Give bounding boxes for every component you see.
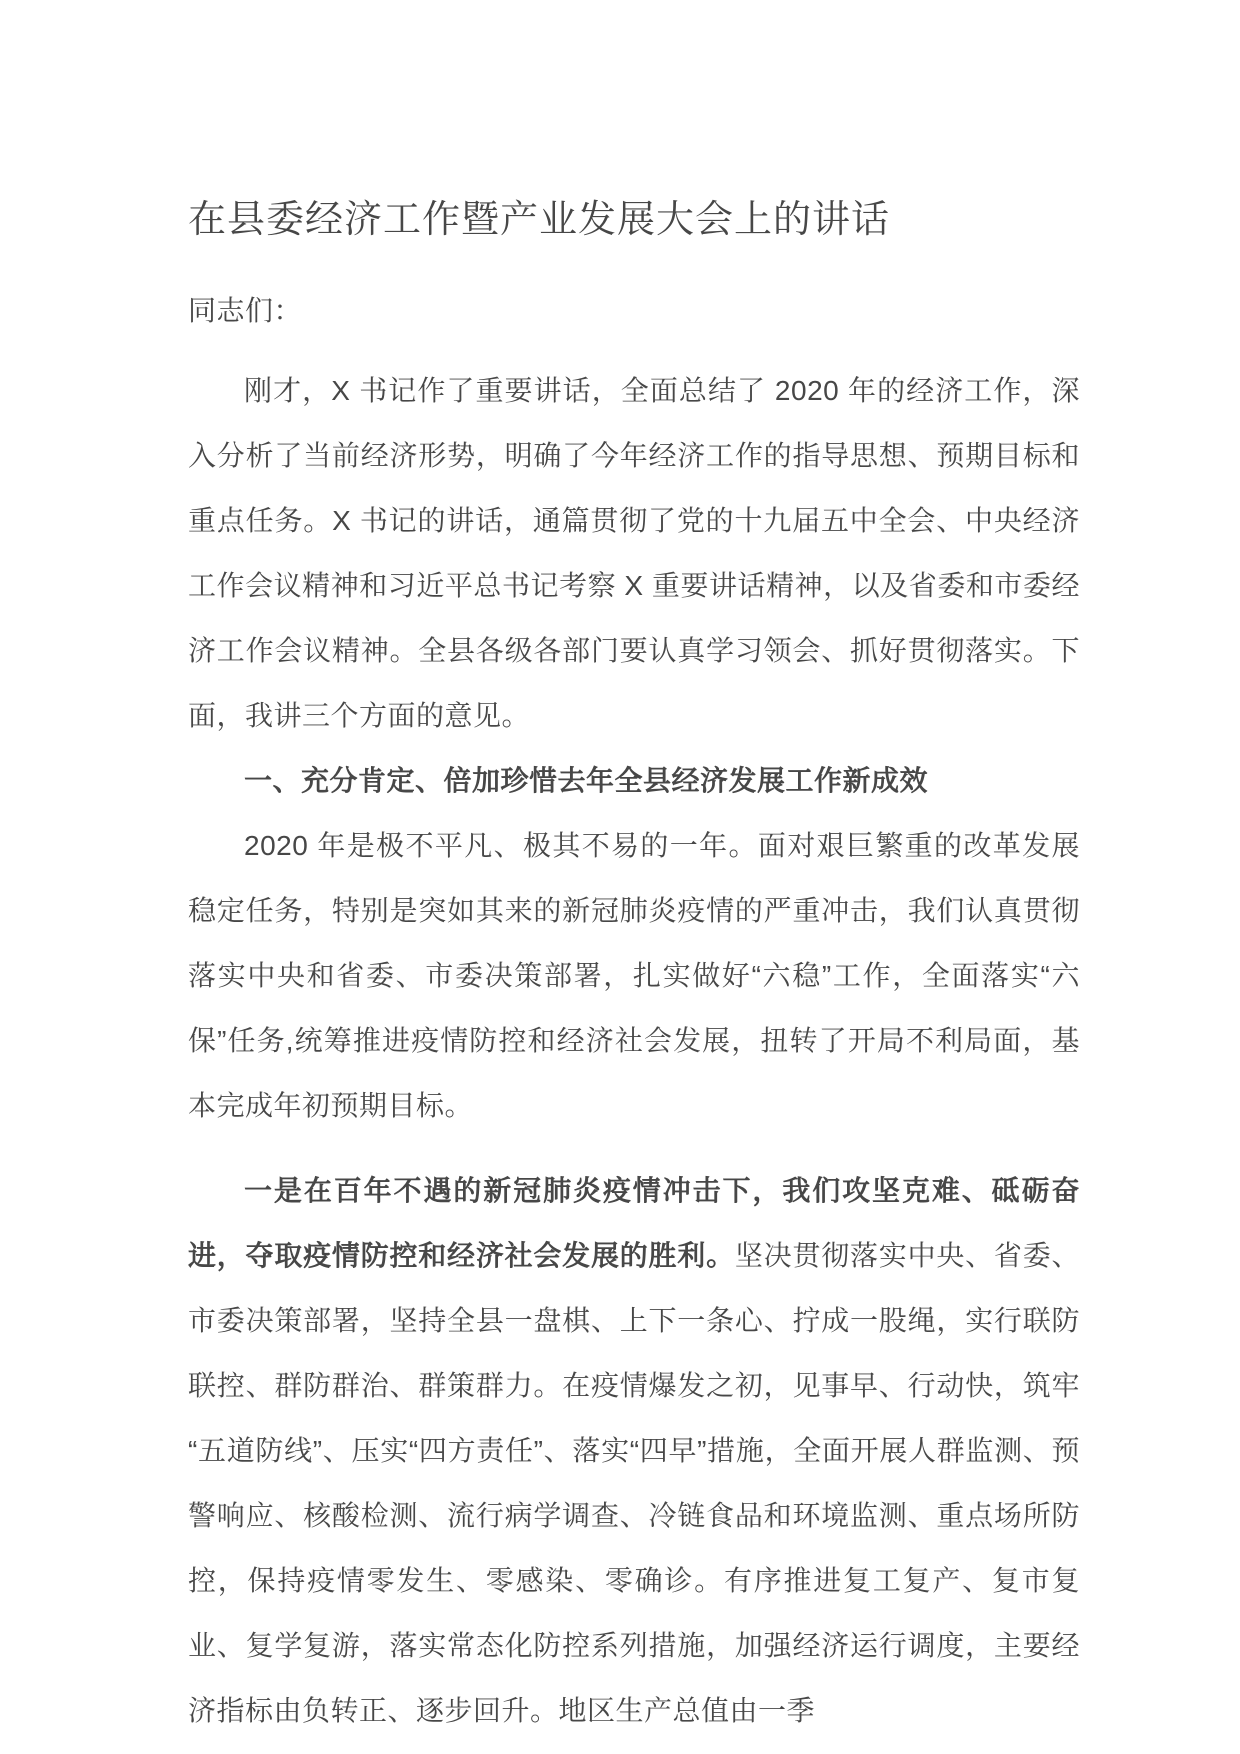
paragraph-intro: 刚才，X 书记作了重要讲话，全面总结了 2020 年的经济工作，深入分析了当前经济形势，明确了今年经济工作的指导思想、预期目标和重点任务。X 书记的讲话，通篇贯彻了党的十九届五中全会、中央经济工作会议精神和习近平总书记考察 X 重要讲话精神，以及省委和市委经济工作会议精神。全县各级各部门要认真学习领会、抓好贯彻落实。下面，我讲三个方面的意见。 [188,375,1080,731]
section-1-heading: 一、充分肯定、倍加珍惜去年全县经济发展工作新成效 [244,765,929,796]
paragraph-point-1-lead: 一是在百年不遇的新冠肺炎疫情冲击下，我们攻坚克难、砥砺奋进，夺取疫情防控和经济社会发展的胜利。 [188,1175,1080,1271]
document-body [188,278,1080,1743]
document-title: 在县委经济工作暨产业发展大会上的讲话 [188,199,891,241]
greeting-line: 同志们： [188,295,303,326]
paragraph-point-1-body: 坚决贯彻落实中央、省委、市委决策部署，坚持全县一盘棋、上下一条心、拧成一股绳，实行联防联控、群防群治、群策群力。在疫情爆发之初，见事早、行动快，筑牢 “五道防线”、压实“四方责任”、落实“四早”措施，全面开展人群监测、预警响应、核酸检测、流行病学调查、冷链食品和环境监测、重点场所防控，保持疫情零发生、零感染、零确诊。有序推进复工复产、复市复业、复学复游，落实常态化防控系列措施，加强经济运行调度，主要经济指标由负转正、逐步回升。地区生产总值由一季 [188,1240,1080,1726]
paragraph-point-1 [188,1158,1080,1743]
paragraph-section-1-overview: 2020 年是极不平凡、极其不易的一年。面对艰巨繁重的改革发展稳定任务，特别是突如其来的新冠肺炎疫情的严重冲击，我们认真贯彻落实中央和省委、市委决策部署，扎实做好“六稳”工作，全面落实“六保”任务,统筹推进疫情防控和经济社会发展，扭转了开局不利局面，基本完成年初预期目标。 [188,830,1080,1121]
